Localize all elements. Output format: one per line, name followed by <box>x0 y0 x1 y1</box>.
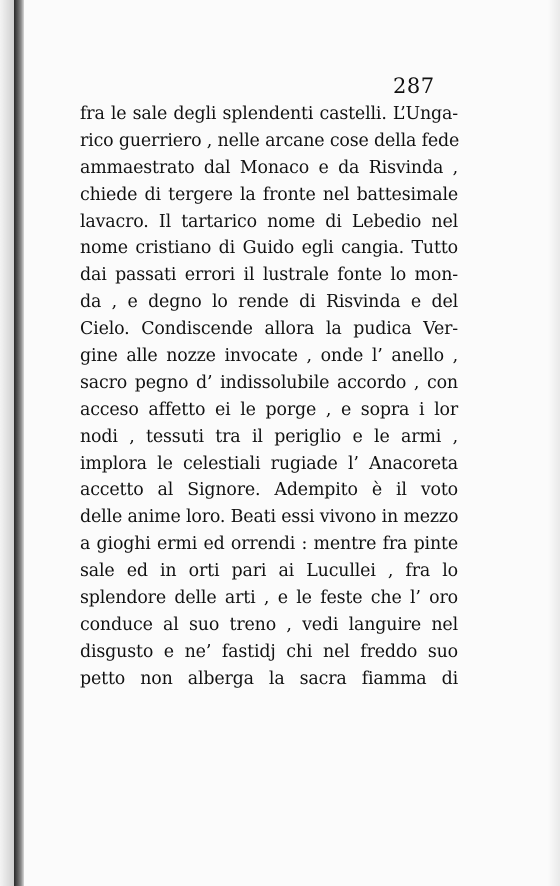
text-line: da , e degno lo rende di Risvinda e del <box>80 292 458 313</box>
text-line: fra le sale degli splendenti castelli. L’Unga- <box>80 104 458 124</box>
page-number: 287 <box>393 74 435 98</box>
text-line: lavacro. Il tartarico nome di Lebedio nel <box>80 211 458 232</box>
text-line: nome cristiano di Guido egli cangia. Tutto <box>80 238 458 259</box>
text-line: delle anime loro. Beati essi vivono in mezzo <box>80 507 459 528</box>
text-line: nodi , tessuti tra il periglio e le armi , <box>80 426 458 447</box>
text-line: sale ed in orti pari ai Lucullei , fra lo <box>80 561 458 582</box>
text-line: sacro pegno d’ indissolubile accordo , con <box>80 372 458 393</box>
text-line: accetto al Signore. Adempito è il voto <box>80 480 458 501</box>
text-line: acceso affetto ei le porge , e sopra i lor <box>80 399 458 420</box>
text-line: implora le celestiali rugiade l’ Anacoreta <box>80 453 458 474</box>
page-body-text <box>80 101 458 693</box>
text-line: petto non alberga la sacra fiamma di <box>80 668 458 689</box>
text-line: disgusto e ne’ fastidj chi nel freddo suo <box>80 641 458 662</box>
page-gutter-shadow <box>0 0 14 886</box>
book-binding-edge <box>14 0 24 886</box>
text-line: ammaestrato dal Monaco e da Risvinda , <box>80 157 458 178</box>
text-line: Cielo. Condiscende allora la pudica Ver- <box>80 319 458 340</box>
page-right-edge <box>548 0 560 886</box>
text-line: chiede di tergere la fronte nel battesimale <box>80 184 458 205</box>
text-line: a gioghi ermi ed orrendi : mentre fra pinte <box>80 534 458 555</box>
text-line: gine alle nozze invocate , onde l’ anello , <box>80 346 458 367</box>
text-line: splendore delle arti , e le feste che l’ oro <box>80 588 458 609</box>
text-line: rico guerriero , nelle arcane cose della fede <box>80 130 460 151</box>
text-line: conduce al suo treno , vedi languire nel <box>80 614 458 635</box>
text-line: dai passati errori il lustrale fonte lo mon- <box>80 265 458 286</box>
